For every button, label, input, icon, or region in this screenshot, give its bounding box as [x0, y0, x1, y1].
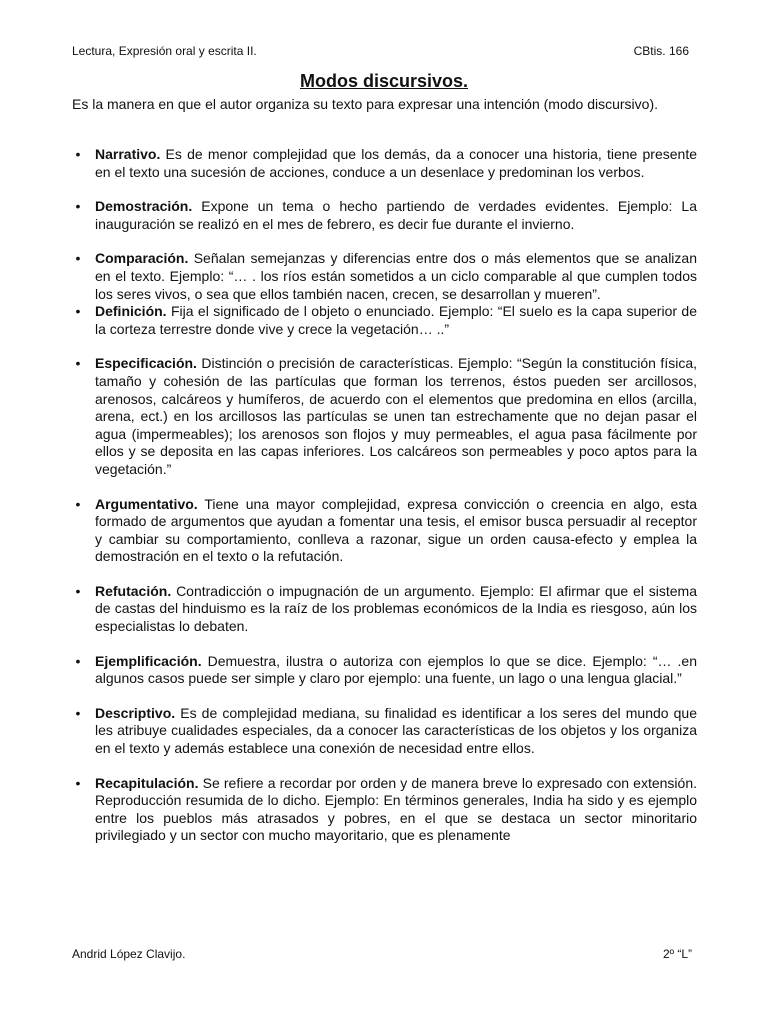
list-item — [72, 146, 697, 181]
item-text: Expone un tema o hecho partiendo de verdades evidentes. Ejemplo: La inauguración se realizó en el mes de febrero, es decir fue durante el invierno. — [95, 198, 697, 232]
list-item — [72, 775, 697, 845]
item-text: Señalan semejanzas y diferencias entre dos o más elementos que se analizan en el texto. Ejemplo: “… . los ríos están sometidos a un ciclo comparable al que cumplen todos los seres vivos, o sea que ellos también nacen, crecen, se desarrollan y mueren”. — [95, 250, 697, 302]
bullet-icon: • — [75, 774, 81, 791]
page-header — [72, 44, 694, 58]
item-text: Fija el significado de l objeto o enunciado. Ejemplo: “El suelo es la capa superior de la corteza terrestre donde vive y crece la vegetación… ..” — [95, 303, 697, 337]
bullet-list — [72, 146, 697, 845]
list-item — [72, 705, 697, 758]
bullet-icon: • — [75, 582, 81, 599]
list-item — [72, 250, 697, 303]
list-item — [72, 583, 697, 636]
bullet-icon: • — [75, 303, 81, 320]
bullet-icon: • — [75, 250, 81, 267]
item-term: Argumentativo. — [95, 495, 198, 512]
page-footer — [72, 947, 694, 961]
bullet-icon: • — [75, 146, 81, 162]
footer-group: 2º “L” — [662, 947, 692, 961]
bullet-icon: • — [75, 652, 81, 669]
item-term: Ejemplificación. — [95, 652, 202, 669]
list-item — [72, 198, 697, 233]
item-text: Es de complejidad mediana, su finalidad es identificar a los seres del mundo que les atribuye cualidades especiales, da a conocer las características de los objetos y los organiza en el texto y además establece una conexión de necesidad entre ellos. — [95, 704, 697, 757]
list-item — [72, 653, 697, 688]
list-item — [72, 496, 697, 566]
item-text: Tiene una mayor complejidad, expresa convicción o creencia en algo, esta formado de argumentos que ayudan a fomentar una tesis, el emisor busca persuadir al receptor y cambiar su comportamiento, conlleva a razonar, sigue un orden causa-efecto y emplea la demostración en el texto o la refutación. — [95, 495, 697, 565]
document-title: Modos discursivos. — [299, 71, 469, 91]
item-term: Especificación. — [95, 355, 197, 372]
bullet-icon: • — [75, 355, 81, 372]
item-text: Distinción o precisión de características. Ejemplo: “Según la constitución física, tamaño y cohesión de las partículas que forman los terrenos, éstos pueden ser arcillosos, arenosos, calcáreos y humíferos, de acuerdo con el elementos que predomina en ellos (arcilla, arena, ect.) en los arcillosos las partículas se unen tan estrechamente que no dejan pasar el agua (impermeables); los arenosos son flojos y muy permeables, el agua pasa fácilmente por ellos y se deposita en las capas inferiores. Los calcáreos son permeables y poco aptos para la vegetación.” — [95, 355, 697, 477]
header-school: CBtis. 166 — [633, 44, 689, 58]
bullet-icon: • — [75, 198, 81, 215]
list-item — [72, 303, 697, 338]
item-text: Demuestra, ilustra o autoriza con ejemplos lo que se dice. Ejemplo: “… .en algunos casos puede ser simple y claro por ejemplo: una fuente, un lago o una lengua glacial.” — [95, 652, 697, 687]
item-term: Descriptivo. — [95, 704, 176, 721]
footer-author: Andrid López Clavijo. — [72, 947, 186, 961]
item-term: Definición. — [95, 303, 167, 320]
item-term: Refutación. — [95, 582, 172, 599]
list-item — [72, 355, 697, 478]
item-term: Comparación. — [95, 250, 189, 267]
item-text: Contradicción o impugnación de un argumento. Ejemplo: El afirmar que el sistema de castas del hinduismo es la raíz de los problemas económicos de la India es riesgoso, aún los especialistas lo debaten. — [95, 582, 697, 635]
item-term: Demostración. — [95, 198, 193, 215]
bullet-icon: • — [75, 704, 81, 721]
item-term: Narrativo. — [95, 146, 161, 162]
intro-paragraph: Es la manera en que el autor organiza su texto para expresar una intención (modo discursivo). — [72, 96, 658, 112]
item-text: Es de menor complejidad que los demás, da a conocer una historia, tiene presente en el texto una sucesión de acciones, conduce a un desenlace y predominan los verbos. — [95, 146, 697, 180]
bullet-icon: • — [75, 495, 81, 512]
header-course: Lectura, Expresión oral y escrita II. — [72, 44, 257, 58]
item-term: Recapitulación. — [95, 774, 199, 791]
item-text: Se refiere a recordar por orden y de manera breve lo expresado con extensión. Reproducción resumida de lo dicho. Ejemplo: En términos generales, India ha sido y es ejemplo entre los pueblos más atrasados y pobres, en el que se destaca un sector minoritario privilegiado y un sector con mucho mayoritario, que es plenamente — [95, 774, 697, 844]
